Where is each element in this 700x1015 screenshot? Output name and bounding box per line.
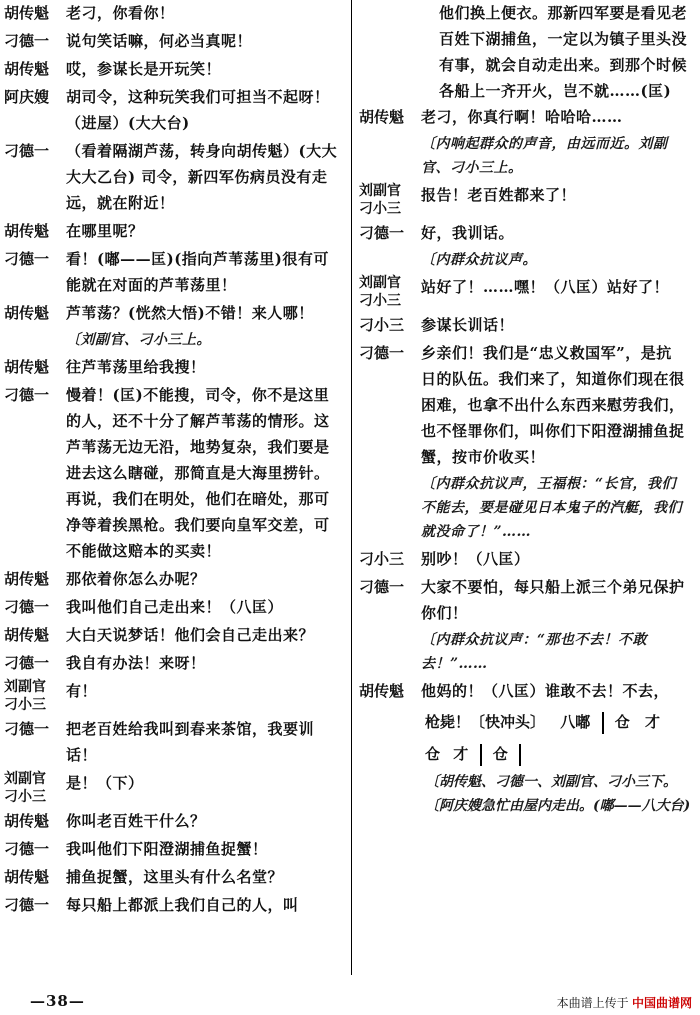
dialogue-line [0,892,350,918]
speaker-name: 刁德一 [4,720,50,738]
dialogue-text: 我叫他们自己走出来！（八匡） [66,598,284,616]
percussion-score [355,708,700,768]
dialogue-text: 别吵！（八匡） [421,550,530,568]
dialogue-text: 看！(嘟——匡)(指向芦苇荡里)很有可能就在对面的芦苇荡里！ [66,250,329,294]
speaker-name: 刁德一 [359,578,405,596]
speaker-name: 刁德一 [4,250,50,268]
speaker-name: 刁德一 [4,654,50,672]
speaker-name: 刁德一 [4,840,50,858]
right-column [355,0,700,818]
dialogue-line [0,84,350,136]
left-column [0,0,350,920]
dialogue-text: 哎，参谋长是开玩笑！ [66,60,222,78]
dialogue-text: 说句笑话嘛，何必当真呢！ [66,32,253,50]
dialogue-line [0,650,350,676]
dialogue-line [0,716,350,768]
stage-direction-text: 〔内群众抗议声，王福根：“长官，我们不能去，要是碰见日本鬼子的汽艇，我们就没命了！”…… [421,476,682,540]
end-bar-line [519,744,521,766]
dialogue-line [0,28,350,54]
dialogue-line [0,56,350,82]
stage-direction [0,328,350,352]
dialogue-text: 乡亲们！我们是“忠义救国军”，是抗日的队伍。我们来了，知道你们现在很困难，也拿不出什么东西来慰劳我们，也不怪罪你们，叫你们下阳澄湖捕鱼捉蟹，按市价收买！ [421,344,685,466]
score-note: 仓 [492,745,508,763]
dialogue-line [355,104,700,130]
speaker-name: 胡传魁 [4,222,50,240]
dialogue-text: 老刁，你真行啊！哈哈哈…… [421,108,623,126]
speaker-name: 刁德一 [4,142,50,160]
speaker-name: 刁德一 [4,598,50,616]
stage-direction [355,132,700,180]
dialogue-text: 我自有办法！来呀！ [66,654,206,672]
speaker-name: 胡传魁 [4,304,50,322]
dialogue-line [0,836,350,862]
dialogue-line [0,300,350,326]
speaker-name: 胡传魁 [359,108,405,126]
column-divider [351,0,352,975]
speaker-name: 刘副官 刁小三 [359,275,401,309]
dialogue-text: 那依着你怎么办呢？ [66,570,206,588]
dialogue-line [0,566,350,592]
speaker-name: 胡传魁 [4,812,50,830]
dialogue-line [0,354,350,380]
source-credit [557,994,692,1011]
dialogue-text: （看着隔湖芦荡，转身向胡传魁）(大大大大乙台) 司令，新四军伤病员没有走远，就在附近！ [66,142,338,212]
dialogue-line [0,382,350,564]
dialogue-text: 参谋长训话！ [421,316,515,334]
dialogue-text: 他妈的！（八匡）谁敢不去！不去， [421,682,670,700]
score-note: 八嘟 [560,713,591,731]
dialogue-text: 在哪里呢？ [66,222,144,240]
dialogue-text: 捕鱼捉蟹，这里头有什么名堂？ [66,868,284,886]
continued-text: 他们换上便衣。那新四军要是看见老百姓下湖捕鱼，一定以为镇子里头没有事，就会自动走出来。到那个时候各船上一齐开火，岂不就……(匡) [439,4,688,100]
stage-direction [355,248,700,272]
dialogue-text: 胡司令，这种玩笑我们可担当不起呀！（进屋）(大大台) [66,88,330,132]
stage-direction-text: 〔刘副官、刁小三上。 [66,332,211,348]
speaker-name: 胡传魁 [4,60,50,78]
speaker-name: 胡传魁 [4,4,50,22]
dialogue-line [0,622,350,648]
speaker-name: 胡传魁 [359,682,405,700]
speaker-name: 胡传魁 [4,626,50,644]
speaker-name: 刁德一 [4,896,50,914]
speaker-name: 刁德一 [4,386,50,404]
dialogue-line [0,770,350,806]
credit-brand: 中国曲谱网 [631,996,692,1010]
score-text: 枪毙！〔快冲头〕 [425,713,546,731]
speaker-name: 刁小三 [359,550,405,568]
stage-direction: 〔胡传魁、刁德一、刘副官、刁小三下。 [425,774,677,790]
dialogue-line [355,182,700,218]
stage-direction-text: 〔内群众抗议声。 [421,252,537,268]
dialogue-line [355,220,700,246]
dialogue-text: 芦苇荡？(恍然大悟)不错！来人哪！ [66,304,314,322]
dialogue-text: 大白天说梦话！他们会自己走出来？ [66,626,315,644]
dialogue-line [0,678,350,714]
bar-line [480,744,482,766]
speaker-name: 刘副官 刁小三 [359,183,401,217]
speaker-name: 胡传魁 [4,358,50,376]
score-note: 才 [644,713,660,731]
score-note: 仓 [425,745,441,763]
dialogue-text: 好，我训话。 [421,224,515,242]
dialogue-line [0,594,350,620]
speaker-name: 刁小三 [359,316,405,334]
dialogue-line [355,312,700,338]
dialogue-text: 我叫他们下阳澄湖捕鱼捉蟹！ [66,840,268,858]
dialogue-line [0,218,350,244]
page-footer [0,992,700,1015]
stage-direction-text: 〔内群众抗议声：“那也不去！不敢去！”…… [421,632,648,672]
credit-prefix: 本曲谱上传于 [556,996,629,1010]
speaker-name: 刘副官 刁小三 [4,771,46,805]
speaker-name: 刁德一 [359,224,405,242]
stage-direction [355,628,700,676]
dialogue-line [0,808,350,834]
score-note: 仓 [614,713,630,731]
dialogue-text: 站好了！……嘿！（八匡）站好了！ [421,278,670,296]
dialogue-text: 是！（下） [66,774,144,792]
bar-line [602,712,604,734]
score-note: 才 [453,745,469,763]
dialogue-line [355,274,700,310]
dialogue-line [0,138,350,216]
dialogue-line [355,340,700,470]
dialogue-line [0,864,350,890]
dialogue-text: 每只船上都派上我们自己的人，叫 [66,896,299,914]
dialogue-text: 你叫老百姓干什么？ [66,812,206,830]
dialogue-text: 有！ [66,682,98,700]
speaker-name: 刘副官 刁小三 [4,679,46,713]
speaker-name: 刁德一 [4,32,50,50]
stage-direction: 〔阿庆嫂急忙由屋内走出。(嘟——八大台) [425,798,691,814]
dialogue-text: 大家不要怕，每只船上派三个弟兄保护你们！ [421,578,685,622]
dialogue-line [355,678,700,704]
dialogue-text: 老刁，你看你！ [66,4,175,22]
stage-direction-text: 〔内响起群众的声音，由远而近。刘副官、刁小三上。 [421,136,668,176]
speaker-name: 胡传魁 [4,570,50,588]
dialogue-line [0,0,350,26]
page-number: —38— [30,992,85,1010]
dialogue-text: 往芦苇荡里给我搜！ [66,358,206,376]
speaker-name: 刁德一 [359,344,405,362]
dialogue-line [355,546,700,572]
dialogue-text: 把老百姓给我叫到春来茶馆，我要训话！ [66,720,315,764]
stage-direction [355,472,700,544]
dialogue-line [355,574,700,626]
dialogue-line [0,246,350,298]
speaker-name: 阿庆嫂 [4,88,50,106]
dialogue-text: 报告！老百姓都来了！ [421,186,577,204]
dialogue-text: 慢着！(匡)不能搜，司令，你不是这里的人，还不十分了解芦苇荡的情形。这芦苇荡无边无沿，地势复杂，我们要是进去这么瞎碰，那简直是大海里捞针。再说，我们在明处，他们在暗处，那可净等着挨黑枪。我们要向皇军交差，可不能做这赔本的买卖！ [66,386,330,560]
speaker-name: 胡传魁 [4,868,50,886]
